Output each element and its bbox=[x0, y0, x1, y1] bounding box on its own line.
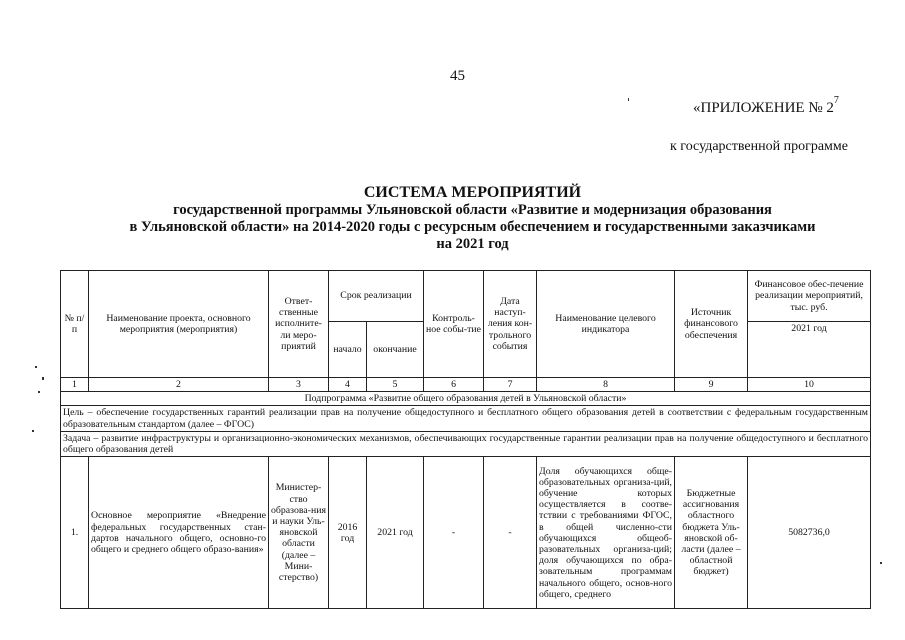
header-year: 2021 год bbox=[748, 322, 871, 378]
title-line-3: в Ульяновской области» на 2014-2020 годы с ресурсным обеспечением и государственными заказчиками bbox=[129, 219, 816, 235]
column-number: 9 bbox=[675, 378, 748, 392]
appendix-label bbox=[693, 95, 839, 117]
row-control-event: - bbox=[424, 457, 484, 609]
column-number: 4 bbox=[329, 378, 367, 392]
row-end: 2021 год bbox=[367, 457, 424, 609]
document-title bbox=[100, 184, 845, 253]
scan-speck bbox=[628, 98, 629, 101]
table-row bbox=[61, 457, 871, 609]
header-indicator: Наименование целевого индикатора bbox=[537, 271, 675, 378]
column-number: 6 bbox=[424, 378, 484, 392]
task-row bbox=[61, 431, 871, 456]
goal-text: Цель – обеспечение государственных гарантий реализации прав на получение общедоступного и бесплатного общего образования детей в соответствии с федеральным государственным образовательным стандартом (далее – ФГОС) bbox=[61, 406, 871, 431]
column-number: 3 bbox=[269, 378, 329, 392]
measures-table bbox=[60, 270, 871, 609]
column-number: 10 bbox=[748, 378, 871, 392]
column-number: 7 bbox=[484, 378, 537, 392]
header-finance: Финансовое обес-печение реализации мероприятий, тыс. руб. bbox=[748, 271, 871, 322]
page-number: 45 bbox=[450, 68, 465, 84]
header-period: Срок реализации bbox=[329, 271, 424, 322]
program-reference: к государственной программе bbox=[670, 139, 848, 154]
column-number: 8 bbox=[537, 378, 675, 392]
header-name: Наименование проекта, основного мероприятия (мероприятия) bbox=[89, 271, 269, 378]
header-source: Источник финансового обеспечения bbox=[675, 271, 748, 378]
row-amount: 5082736,0 bbox=[748, 457, 871, 609]
column-numbers-row bbox=[61, 378, 871, 392]
scan-speck bbox=[880, 562, 882, 564]
header-start: начало bbox=[329, 322, 367, 378]
task-text: Задача – развитие инфраструктуры и организационно-экономических механизмов, обеспечивающих государственные гарантии реализации прав на получение общедоступного и бесплатного общего образования детей bbox=[61, 431, 871, 456]
column-number: 1 bbox=[61, 378, 89, 392]
scan-speck bbox=[35, 366, 37, 368]
header-responsible: Ответ-ственные исполните-ли меро-приятий bbox=[269, 271, 329, 378]
row-event-date: - bbox=[484, 457, 537, 609]
row-indicator: Доля обучающихся обще-образовательных организа-ций, обучение которых осуществляется в соотве-тствии с требованиями ФГОС, в общей численно-сти обучающихся общеоб-разовательных организа-ций; доля обучающихся по обра-зовательным программам начального общего, основ-ного общего, среднего bbox=[537, 457, 675, 609]
appendix-superscript: 7 bbox=[833, 95, 839, 106]
header-event-date: Дата наступ-ления кон-трольного события bbox=[484, 271, 537, 378]
column-number: 5 bbox=[367, 378, 424, 392]
row-source: Бюджетные ассигнования областного бюджета Уль-яновской об-ласти (далее – областной бюджет) bbox=[675, 457, 748, 609]
row-measure-name: Основное мероприятие «Внедрение федеральных государственных стан-дартов начального общего, основно-го общего и среднего общего образо-вания» bbox=[89, 457, 269, 609]
scan-speck bbox=[38, 391, 40, 393]
column-number: 2 bbox=[89, 378, 269, 392]
header-number: № п/п bbox=[61, 271, 89, 378]
title-line-4: на 2021 год bbox=[436, 236, 509, 252]
subprogram-title: Подпрограмма «Развитие общего образования детей в Ульяновской области» bbox=[61, 392, 871, 406]
title-line-1: СИСТЕМА МЕРОПРИЯТИЙ bbox=[363, 184, 582, 201]
appendix-text: «ПРИЛОЖЕНИЕ № 2 bbox=[693, 100, 834, 116]
title-line-2: государственной программы Ульяновской области «Развитие и модернизация образования bbox=[173, 202, 772, 218]
scan-speck bbox=[42, 377, 44, 380]
goal-row bbox=[61, 406, 871, 431]
header-control-event: Контроль-ное собы-тие bbox=[424, 271, 484, 378]
scan-speck bbox=[32, 430, 34, 432]
header-end: окончание bbox=[367, 322, 424, 378]
row-responsible: Министер-ство образова-ния и науки Уль-яновской области (далее – Мини-стерство) bbox=[269, 457, 329, 609]
row-start: 2016 год bbox=[329, 457, 367, 609]
row-number: 1. bbox=[61, 457, 89, 609]
subprogram-row bbox=[61, 392, 871, 406]
